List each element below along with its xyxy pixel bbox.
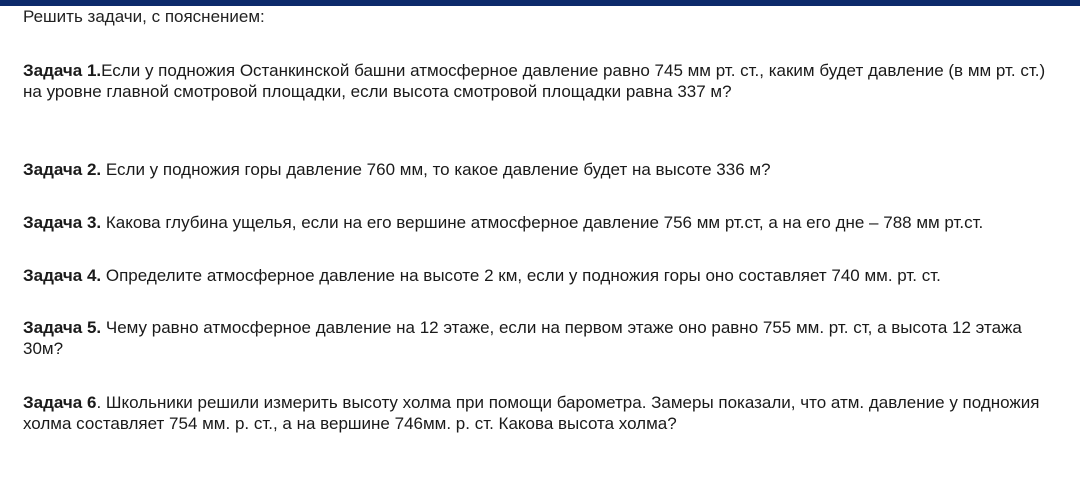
task-5-label: Задача 5.	[23, 318, 102, 337]
task-3-text: Какова глубина ущелья, если на его вершине атмосферное давление 756 мм рт.ст, а на его дне – 788 мм рт.ст.	[101, 213, 984, 232]
task-1-text: Если у подножия Останкинской башни атмосферное давление равно 745 мм рт. ст., каким будет давление (в мм рт. ст.) на уровне главной смотровой площадки, если высота смотровой площадки равна 337 м?	[23, 61, 1046, 101]
task-1	[23, 60, 1053, 102]
task-3	[23, 212, 1053, 233]
task-6-label: Задача 6	[23, 393, 97, 412]
task-2	[23, 159, 1053, 180]
task-5-text: Чему равно атмосферное давление на 12 этаже, если на первом этаже оно равно 755 мм. рт. ст, а высота 12 этажа 30м?	[23, 318, 1027, 358]
task-2-label: Задача 2.	[23, 160, 102, 179]
task-4-text: Определите атмосферное давление на высоте 2 км, если у подножия горы оно составляет 740 мм. рт. ст.	[101, 266, 941, 285]
task-6-text: . Школьники решили измерить высоту холма при помощи барометра. Замеры показали, что атм. давление у подножия холма составляет 754 мм. р. ст., а на вершине 746мм. р. ст. Какова высота холма?	[23, 393, 1040, 433]
intro-heading: Решить задачи, с пояснением:	[23, 7, 265, 26]
task-4-label: Задача 4.	[23, 266, 102, 285]
task-6	[23, 392, 1053, 434]
task-1-label: Задача 1.	[23, 61, 102, 80]
task-2-text: Если у подножия горы давление 760 мм, то какое давление будет на высоте 336 м?	[101, 160, 771, 179]
task-5	[23, 317, 1053, 359]
top-accent-bar	[0, 0, 1080, 6]
task-4	[23, 265, 1053, 286]
task-3-label: Задача 3.	[23, 213, 102, 232]
